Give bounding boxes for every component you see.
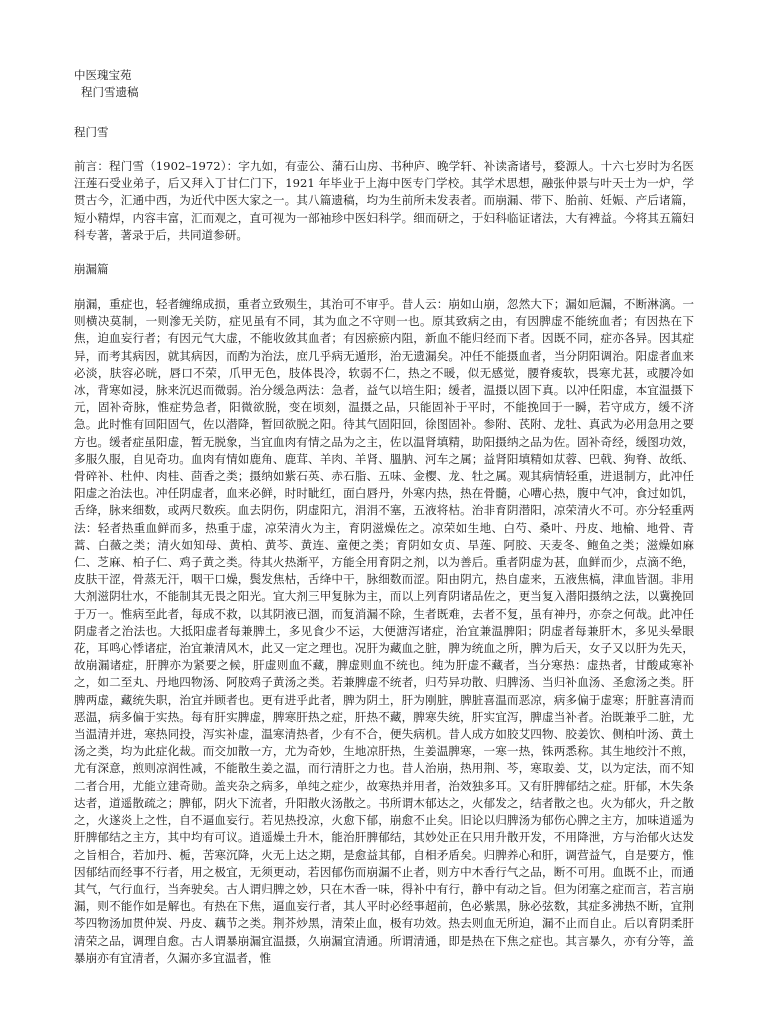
preface-paragraph: 前言：程门雪（1902–1972）：字九如，有壶公、蒲石山房、书种庐、晚学轩、补读斋诸号，婺源人。十六七岁时为名医汪莲石受业弟子，后又拜入丁甘仁门下，1921 年毕业于上海中医专门学校。其学术思想，融张仲景与叶天士为一炉，学贯古今，汇通中西，为近代中医大家之一。其八篇遗稿，均为生前所未发表者。而崩漏、带下、胎前、妊娠、产后诸篇，短小精焊，内容丰富，汇而观之，直可视为一部袖珍中医妇科学。细而研之，于妇科临证诸法，大有裨益。今将其五篇妇科专著，著录于后，共同道参研。 bbox=[74, 159, 694, 242]
author-name: 程门雪 bbox=[74, 125, 109, 139]
series-title: 中医瑰宝苑 bbox=[74, 68, 132, 82]
section-title: 崩漏篇 bbox=[74, 262, 109, 276]
body-paragraph: 崩漏，重症也，轻者缠绵成损，重者立致殒生，其治可不审乎。昔人云：崩如山崩，忽然大下；漏如巵漏，不断淋漓。一则横决莫制，一则滲无关防，症见虽有不同，其为血之不守则一也。原其致病之由，有因脾虚不能统血者；有因热在下焦，迫血妄行者；有因元气大虚，不能收敛其血者；有因瘀瘀内阻，新血不能归经而下者。因既不同，症亦各异。因其症异，而考其病因，就其病因，而酌为治法，庶几乎病无遁形，治无遗漏矣。冲任不能摄血者，当分阴阳调治。阳虚者血来必淡，肤容必晄，唇口不荣，爪甲无色，肢体畏冷，软弱不仁，热之不暖，似无感觉，腰脊痠软，畏寒尤甚，或腰冷如冰，背寒如浸，脉来沉迟而微弱。治分缓急两法：急者，益气以培生阳；缓者，温摄以固下真。以冲任阳虚，本宜温摄下元，固补奇脉，惟症势急者，阳微欲脱，变在顷刻，温摄之品，只能固补于平时，不能挽回于一瞬，若守成方，缓不济急。此时惟有回阳固气，佐以潜降，暂回欲脱之阳。待其气固阳回，徐图固补。参附、芪附、龙牡、真武为必用急用之要方也。缓者症虽阳虚，暂无脱象，当宜血肉有情之品为之主，佐以温肾填精，助阳摄纳之品为佐。固补奇经，缓图功效，多服久服，自见奇功。血肉有情如鹿角、鹿茸、羊肉、羊肾、膃肭、河车之属；益肾阳填精如苁蓉、巴戟、狗脊、故纸、骨碎补、杜仲、肉桂、茴香之类；摄纳如紫石英、赤石脂、五味、金樱、龙、牡之属。观其病情轻重，进退制方，此冲任阳虚之治法也。冲任阴虚者，血来必鲜，时时眦红，面白唇丹，外寒内热，热在骨髓，心嘈心热，腹中气冲，食过如饥，舌绛，脉来细数，或两尺数疾。血去阴伤，阴虚阳亢，涓涓不塞，五液将枯。治非育阴潜阳，凉荣清火不可。亦分轻重两法：轻者热重血鲜而多，热重于虚，凉荣清火为主，育阴滋燥佐之。凉荣如生地、白芍、桑叶、丹皮、地榆、地骨、青蒿、白薇之类；清火如知母、黄柏、黄芩、黄连、童便之类；育阴如女贞、旱莲、阿胶、天麦冬、鲍鱼之类；滋燥如麻仁、芝麻、柏子仁、鸡子黄之类。待其火热渐平，方能全用育阴之剂，以为善后。重者阴虚为甚，血鲜而少，点滴不绝，皮肤干涩，骨蒸无汗，咽干口燥，鬓发焦枯，舌绛中干，脉细数而涩。阳由阴亢，热自虚来，五液焦槁，津血皆涸。非用大剂滋阴壮水，不能制其无畏之阳光。宜大剂三甲复脉为主，而以上列育阴诸品佐之，更当复入潜阳摄纳之法，以冀挽回于万一。惟病至此者，每成不救，以其阴液已涸，而复消漏不除，生者既难，去者不复，虽有神丹，亦奈之何哉。此冲任阴虚者之治法也。大抵阳虚者每兼脾土，多见食少不运，大便溏泻诸症，治宜兼温脾阳；阴虚者每兼肝木，多见头晕眼花，耳鸣心悸诸症，治宜兼清风木，此又一定之理也。况肝为藏血之脏，脾为统血之所，脾为后天，女子又以肝为先天，故崩漏诸症，肝脾亦为紧要之候，肝虚则血不藏，脾虚则血不统也。纯为肝虚不藏者，当分寒热：虚热者，甘酸咸寒补之，如二至丸、丹地四物汤、阿胶鸡子黄汤之类。若兼脾虚不统者，归芍异功散、归脾汤、当归补血汤、圣愈汤之类。肝脾两虚，藏统失职，治宜并顾者也。更有进乎此者，脾为阴土，肝为刚脏，脾脏喜温而恶凉，病多偏于虚寒；肝脏喜清而恶温，病多偏于实热。每有肝实脾虚，脾寒肝热之症，肝热不藏，脾寒失统，肝实宜泻，脾虚当补者。治既兼乎二脏，尤当温清并进，寒热同投，泻实补虚，温寒清热者，少有不合，便失病机。昔人成方如胶艾四物、胶姜饮、侧柏叶汤、黄土汤之类，均为此症化裁。而交加散一方，尤为奇妙，生地凉肝热，生姜温脾寒，一寒一热，铢两悉称。其生地绞汁不煎，尤有深意，煎则凉润性减，不能散生姜之温，而行清肝之力也。昔人治崩，热用荆、芩，寒取姜、艾，以为定法，而不知二者合用，尤能立建奇勋。盖夹杂之病多，单纯之症少，故寒热并用者，治效独多耳。又有肝脾郁结之症。肝郁，木失条达者，道遥散疏之；脾郁，阴火下流者，升阳散火汤散之。书所谓木郁达之，火郁发之，结者散之也。火为郁火，升之散之，火遂炎上之性，自不逼血妄行。若见热投凉，火愈下郁，崩愈不止矣。旧论以归脾汤为郁伤心脾之主方，加味逍遥为肝脾郁结之主方，其中均有可议。逍遥燥土升木，能治肝脾郁结，其妙处正在只用升散开发，不用降泄，方与治郁火达发之旨相合，若加丹、栀，苦寒沉降，火无上达之期，是愈益其郁，自相矛盾矣。归脾养心和肝，调营益气，自是要方，惟因郁结而经事不行者，用之极宜，无须更动，若因郁伤而崩漏不止者，则方中木香行气之品，断不可用。血既不止，而通其气，气行血行，当奔驶矣。古人谓归脾之妙，只在木香一味，得补中有行，静中有动之旨。但为闭塞之症而言，若言崩漏，则不能作如是解也。有热在下焦，逼血妄行者，其人平时必经事超前，色必紫黑，脉必弦数，其症多沸热不断，宜荆芩四物汤加贯仲炭、丹皮、藕节之类。荆芥炒黑，清荣止血，极有功效。热去则血无所迫，漏不止而自止。后以育阴柔肝清荣之品，调理自愈。古人谓暴崩漏宜温摄，久崩漏宜清通。所谓清通，即是热在下焦之症也。其言暴久，亦有分等，盖暴崩亦有宜清者，久漏亦多宜温者，惟 bbox=[74, 297, 694, 965]
book-title: 程门雪遗稿 bbox=[81, 85, 139, 99]
